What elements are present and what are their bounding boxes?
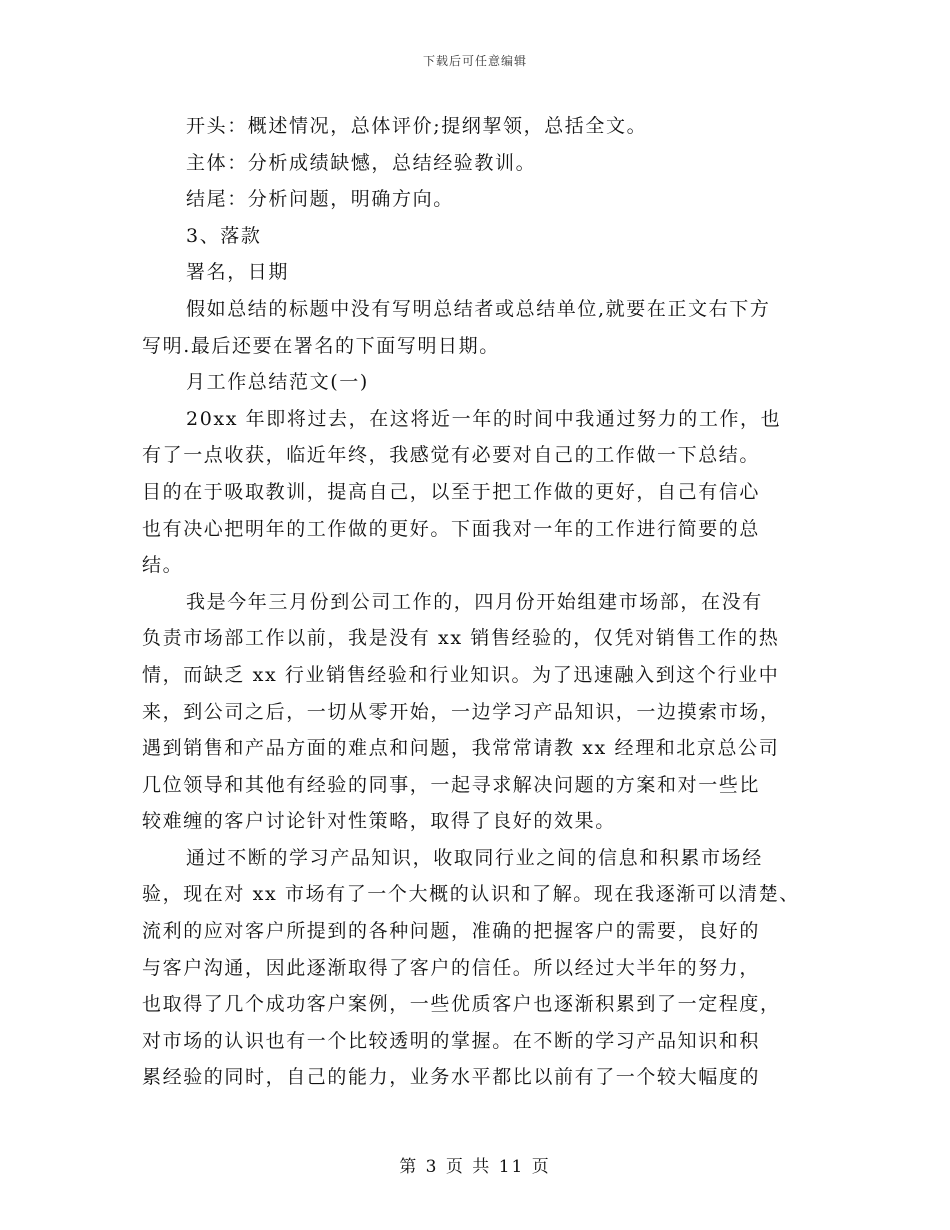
text-line: 流利的应对客户所提到的各种问题，准确的把握客户的需要，良好的 — [142, 920, 761, 943]
text-line: 目的在于吸取教训，提高自己，以至于把工作做的更好，自己有信心 — [142, 480, 761, 503]
text-line: 3、落款 — [186, 224, 262, 247]
text-line: 20xx 年即将过去，在这将近一年的时间中我通过努力的工作，也 — [186, 407, 782, 430]
text-line: 验，现在对 xx 市场有了一个大概的认识和了解。现在我逐渐可以清楚、 — [142, 883, 800, 906]
text-line: 也取得了几个成功客户案例，一些优质客户也逐渐积累到了一定程度， — [142, 993, 781, 1016]
text-line: 遇到销售和产品方面的难点和问题，我常常请教 xx 经理和北京总公司 — [142, 737, 780, 760]
text-line: 与客户沟通，因此逐渐取得了客户的信任。所以经过大半年的努力， — [142, 956, 761, 979]
text-line: 月工作总结范文(一) — [186, 371, 369, 394]
text-line: 写明.最后还要在署名的下面写明日期。 — [142, 334, 500, 357]
text-line: 结尾：分析问题，明确方向。 — [186, 188, 454, 211]
text-line: 也有决心把明年的工作做的更好。下面我对一年的工作进行简要的总 — [142, 517, 761, 540]
text-line: 有了一点收获，临近年终，我感觉有必要对自己的工作做一下总结。 — [142, 444, 761, 467]
text-line: 主体：分析成绩缺憾，总结经验教训。 — [186, 151, 537, 174]
text-line: 通过不断的学习产品知识，收取同行业之间的信息和积累市场经 — [186, 846, 763, 869]
text-line: 负责市场部工作以前，我是没有 xx 销售经验的，仅凭对销售工作的热 — [142, 627, 780, 650]
page-footer: 第 3 页 共 11 页 — [399, 1157, 551, 1177]
text-line: 我是今年三月份到公司工作的，四月份开始组建市场部，在没有 — [186, 590, 763, 613]
document-body — [142, 108, 810, 1096]
text-line: 情，而缺乏 xx 行业销售经验和行业知识。为了迅速融入到这个行业中 — [142, 663, 780, 686]
text-line: 结。 — [142, 554, 184, 577]
text-line: 较难缠的客户讨论针对性策略，取得了良好的效果。 — [142, 810, 616, 833]
text-line: 几位领导和其他有经验的同事，一起寻求解决问题的方案和对一些比 — [142, 773, 761, 796]
text-line: 对市场的认识也有一个比较透明的掌握。在不断的学习产品知识和积 — [142, 1029, 761, 1052]
text-line: 署名，日期 — [186, 261, 290, 284]
text-line: 假如总结的标题中没有写明总结者或总结单位,就要在正文右下方 — [186, 297, 771, 320]
text-line: 累经验的同时，自己的能力，业务水平都比以前有了一个较大幅度的 — [142, 1066, 761, 1089]
text-line: 开头：概述情况，总体评价;提纲挈领，总括全文。 — [186, 115, 648, 137]
page-header: 下载后可任意编辑 — [422, 54, 527, 68]
text-line: 来，到公司之后，一切从零开始，一边学习产品知识，一边摸索市场， — [142, 700, 781, 723]
